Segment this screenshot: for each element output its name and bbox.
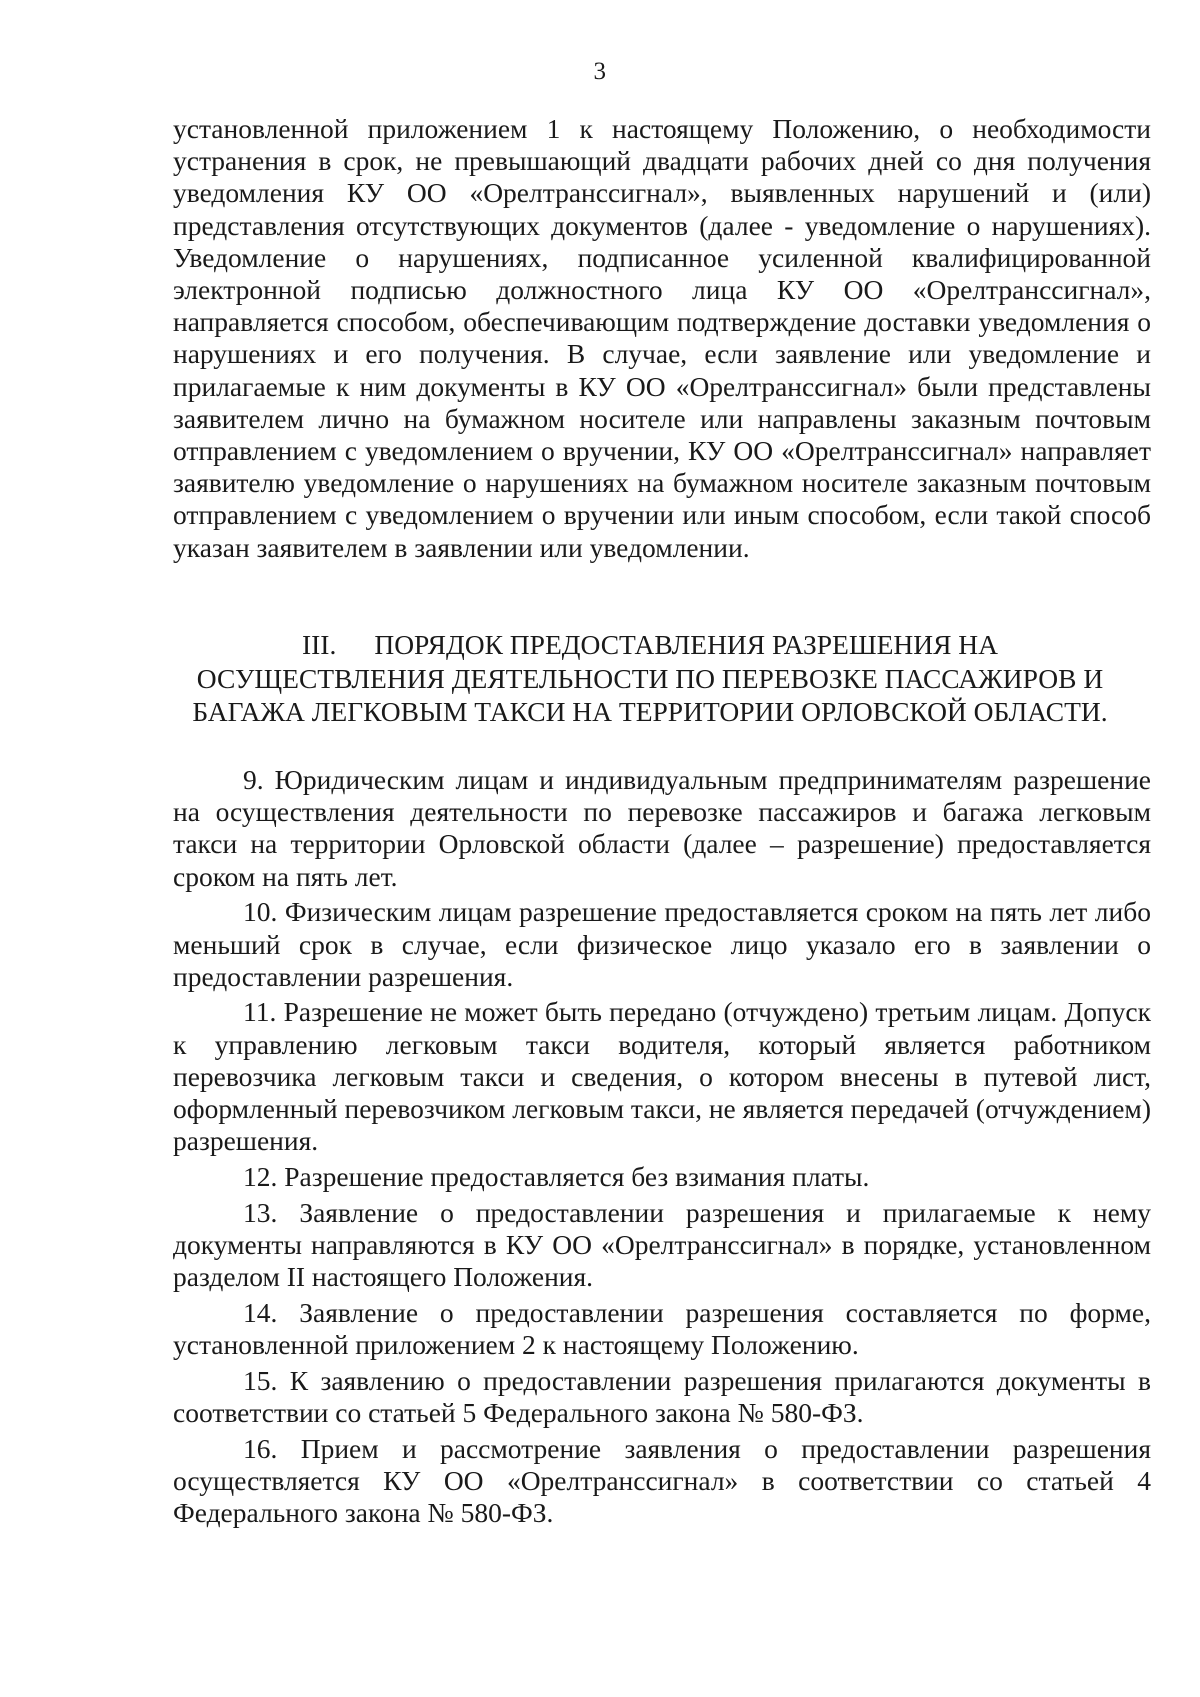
section-title-line-2: ОСУЩЕСТВЛЕНИЯ ДЕЯТЕЛЬНОСТИ ПО ПЕРЕВОЗКЕ ПАССАЖИРОВ И bbox=[196, 662, 1104, 694]
item-10: 10. Физическим лицам разрешение предоставляется сроком на пять лет либо меньший срок в случае, если физическое лицо указало его в заявлении о предоставлении разрешения. bbox=[173, 896, 1151, 992]
section-heading-line-1 bbox=[150, 628, 1150, 662]
item-13: 13. Заявление о предоставлении разрешения и прилагаемые к нему документы направляются в КУ ОО «Орелтранссигнал» в порядке, установленном разделом II настоящего Положения. bbox=[173, 1196, 1151, 1293]
items-block bbox=[173, 764, 1151, 1533]
section-number: III. bbox=[301, 629, 337, 660]
section-title-line-3: БАГАЖА ЛЕГКОВЫМ ТАКСИ НА ТЕРРИТОРИИ ОРЛОВСКОЙ ОБЛАСТИ. bbox=[192, 696, 1108, 727]
intro-block bbox=[173, 113, 1151, 564]
item-15: 15. К заявлению о предоставлении разрешения прилагаются документы в соответствии со статьей 5 Федерального закона № 580-ФЗ. bbox=[173, 1364, 1151, 1428]
item-12: 12. Разрешение предоставляется без взимания платы. bbox=[243, 1160, 870, 1192]
intro-paragraph: установленной приложением 1 к настоящему Положению, о необходимости устранения в срок, не превышающий двадцати рабочих дней со дня получения уведомления КУ ОО «Орелтранссигнал», выявленных нарушений и (или) представления отсутствующих документов (далее - уведомление о нарушениях). Уведомление о нарушениях, подписанное усиленной квалифицированной электронной подписью должностного лица КУ ОО «Орелтранссигнал», направляется способом, обеспечивающим подтверждение доставки уведомления о нарушениях и его получения. В случае, если заявление или уведомление и прилагаемые к ним документы в КУ ОО «Орелтранссигнал» были представлены заявителем лично на бумажном носителе или направлены заказным почтовым отправлением с уведомлением о вручении, КУ ОО «Орелтранссигнал» направляет заявителю уведомление о нарушениях на бумажном носителе заказным почтовым отправлением с уведомлением о вручении или иным способом, если такой способ указан заявителем в заявлении или уведомлении. bbox=[173, 113, 1151, 563]
section-title-line-1: ПОРЯДОК ПРЕДОСТАВЛЕНИЯ РАЗРЕШЕНИЯ НА bbox=[374, 629, 999, 660]
section-heading bbox=[150, 628, 1150, 729]
item-11: 11. Разрешение не может быть передано (отчуждено) третьим лицам. Допуск к управлению легковым такси водителя, который является работником перевозчика легковым такси и сведения, о котором внесены в путевой лист, оформленный перевозчиком легковым такси, не является передачей (отчуждением) разрешения. bbox=[173, 996, 1151, 1157]
page-number: 3 bbox=[593, 58, 607, 85]
item-9: 9. Юридическим лицам и индивидуальным предпринимателям разрешение на осуществления деятельности по перевозке пассажиров и багажа легковым такси на территории Орловской области (далее – разрешение) предоставляется сроком на пять лет. bbox=[173, 764, 1151, 892]
item-14: 14. Заявление о предоставлении разрешения составляется по форме, установленной приложением 2 к настоящему Положению. bbox=[173, 1296, 1151, 1360]
item-16: 16. Прием и рассмотрение заявления о предоставлении разрешения осуществляется КУ ОО «Орелтранссигнал» в соответствии со статьей 4 Федерального закона № 580-ФЗ. bbox=[173, 1432, 1151, 1528]
